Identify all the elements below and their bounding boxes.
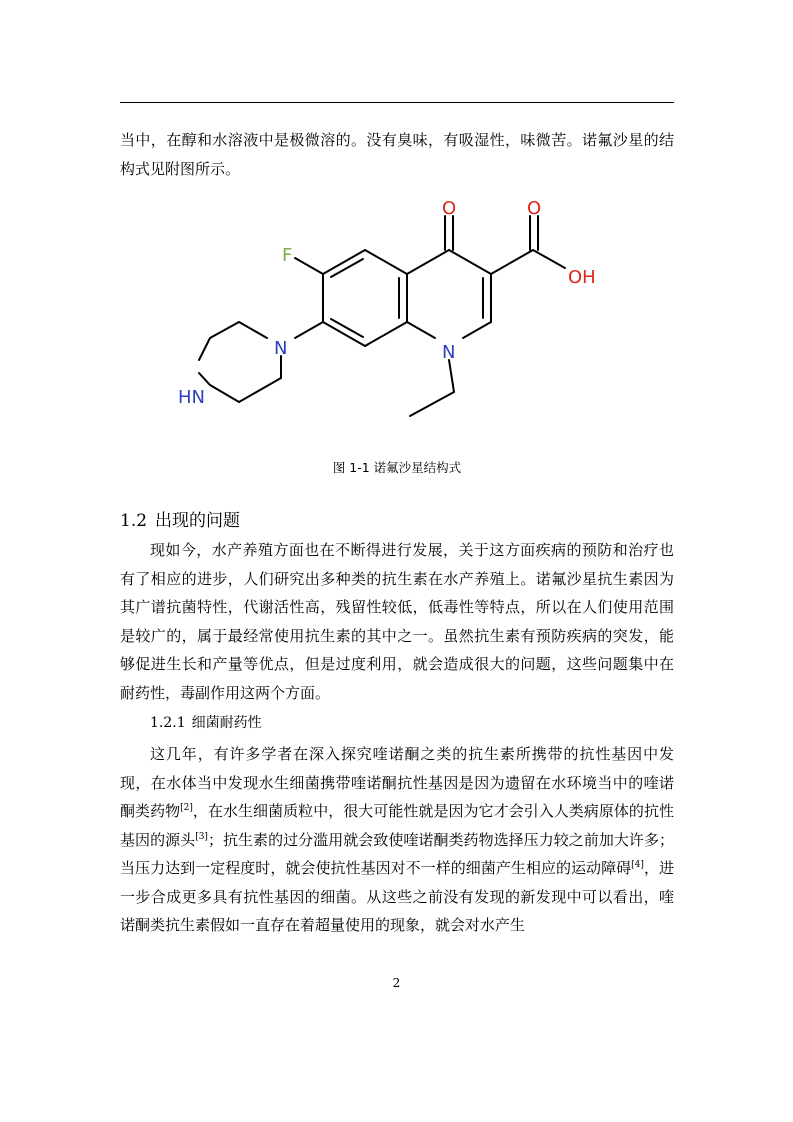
citation-ref: [4] — [631, 860, 644, 870]
page-number: 2 — [392, 976, 401, 990]
section-heading — [120, 506, 240, 531]
subsection-title: 细菌耐药性 — [191, 715, 262, 731]
atom-fluorine: F — [282, 245, 293, 266]
text-segment: ；抗生素的过分滥用就会致使喹诺酮类药物选择压力较之前加大许多；当压力达到一定程度时，就会使抗性基因对不一样的细菌产生相应的运动障碍 — [120, 830, 674, 877]
subsection-heading — [150, 712, 262, 732]
subsection-number: 1.2.1 — [150, 715, 186, 731]
section-title: 出现的问题 — [155, 511, 241, 531]
text-segment: ，在水生细菌质粒中，很大可能性就是因为它才会引入人类病原体的抗性基因的源头 — [120, 802, 674, 849]
atom-amine: HN — [178, 387, 205, 408]
atom-hydroxyl: OH — [568, 267, 596, 288]
figure-caption: 图 1-1 诺氟沙星结构式 — [332, 460, 462, 475]
text-segment: ，进一步合成更多具有抗性基因的细菌。从这些之前没有发现的新发现中可以看出，喹诺酮类抗生素假如一直存在着超量使用的现象，就会对水产生 — [120, 859, 674, 934]
molecule-bonds — [199, 216, 565, 416]
atom-oxygen-carboxyl: O — [527, 198, 542, 219]
citation-ref: [2] — [180, 803, 193, 813]
atom-nitrogen-piperazine: N — [274, 338, 288, 359]
norfloxacin-structure-figure — [170, 188, 620, 438]
citation-ref: [3] — [195, 831, 208, 842]
section-number: 1.2 — [120, 511, 148, 531]
subsection-paragraph — [120, 740, 674, 940]
section-paragraph: 现如今，水产养殖方面也在不断得进行发展，关于这方面疾病的预防和治疗也有了相应的进步，人们研究出多种类的抗生素在水产养殖上。诺氟沙星抗生素因为其广谱抗菌特性，代谢活性高，残留性较低，低毒性等特点，所以在人们使用范围是较广的，属于最经常使用抗生素的其中之一。虽然抗生素有预防疾病的突发，能够促进生长和产量等优点，但是过度利用，就会造成很大的问题，这些问题集中在耐药性，毒副作用这两个方面。 — [120, 541, 674, 702]
text-segment: 这几年，有许多学者在深入探究喹诺酮之类的抗生素所携带的抗性基因中发现，在水体当中发现水生细菌携带喹诺酮抗性基因是因为遗留在水环境当中的喹诺酮类药物 — [120, 745, 674, 820]
header-rule — [120, 102, 674, 103]
atom-oxygen-ketone: O — [442, 198, 457, 219]
intro-paragraph: 当中，在醇和水溶液中是极微溶的。没有臭味，有吸湿性，味微苦。诺氟沙星的结构式见附图所示。 — [120, 131, 674, 178]
atom-nitrogen-quinolone: N — [442, 342, 456, 363]
